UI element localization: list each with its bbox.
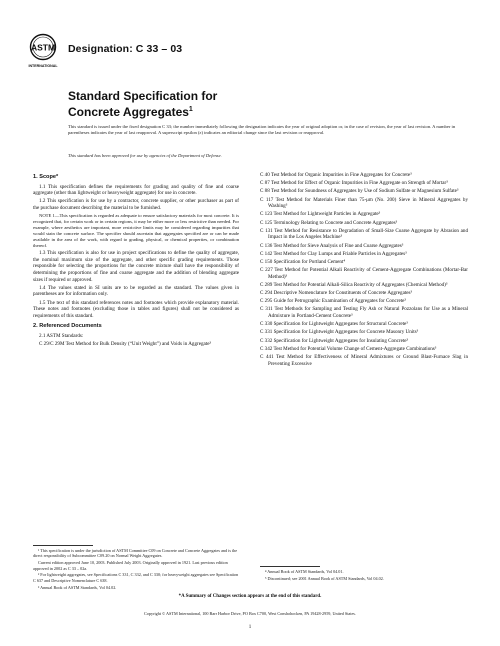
copyright-line: Copyright © ASTM International, 100 Barr Harbor Drive, PO Box C700, West Conshohocken, PA 19428-2959, United States.: [144, 611, 356, 616]
reference-item: C 342 Test Method for Potential Volume Change of Cement-Aggregate Combinations³: [260, 345, 437, 352]
footnote: ⁴ Annual Book of ASTM Standards, Vol 04.01.: [265, 569, 344, 574]
footnote-divider-left: [33, 545, 93, 546]
reference-item: C 136 Test Method for Sieve Analysis of Fine and Coarse Aggregates³: [260, 242, 404, 249]
reference-item: C 311 Test Methods for Sampling and Testing Fly Ash or Natural Pozzolans for Use as a Mineral Admixture in Portland-Cement Concrete³: [260, 306, 468, 319]
reference-item: C 88 Test Method for Soundness of Aggregates by Use of Sodium Sulfate or Magnesium Sulfate³: [260, 188, 459, 195]
svg-text:INTERNATIONAL: INTERNATIONAL: [28, 64, 58, 68]
reference-item: C 227 Test Method for Potential Alkali Reactivity of Cement-Aggregate Combinations (Mortar-Bar Method)³: [260, 267, 468, 280]
footnotes-right: [260, 569, 468, 583]
left-column: [33, 172, 239, 349]
reference-item: C 131 Test Method for Resistance to Degradation of Small-Size Coarse Aggregate by Abrasion and Impact in the Los Angeles Machine³: [260, 227, 468, 241]
reference-item: C 87 Test Method for Effect of Organic Impurities in Fine Aggregate on Strength of Mortar³: [260, 180, 448, 187]
note-1: NOTE 1—This specification is regarded as adequate to ensure satisfactory materials for most concrete. It is recognized that, for certain work or in certain regions, it may be either more or less restrictive than needed. For example, where aesthetics are important, more restrictive limits may be considered regarding impurities that would stain the concrete surface. The specifier should ascertain that aggregates specified are or can be made available in the area of the work, with regard to grading, physical, or chemical properties, or combination thereof.: [33, 213, 239, 248]
footnotes-left: [33, 548, 239, 591]
paragraph-1-1: 1.1 This specification defines the requirements for grading and quality of fine and coarse aggregate (other than lightweight or heavyweight aggregate) for use in concrete.: [33, 183, 239, 197]
title-footnote-mark: 1: [188, 106, 193, 113]
paragraph-1-4: 1.4 The values stated in SI units are to be regarded as the standard. The values given in parentheses are for information only.: [33, 284, 239, 298]
reference-item: C 150 Specification for Portland Cement⁴: [260, 258, 346, 265]
reference-item: C 117 Test Method for Materials Finer than 75-μm (No. 200) Sieve in Mineral Aggregates by Washing³: [260, 196, 468, 210]
reference-item: C 289 Test Method for Potential Alkali-Silica Reactivity of Aggregates (Chemical Method)³: [260, 281, 448, 288]
designation: Designation: C 33 – 03: [68, 43, 183, 55]
reference-item: C 295 Guide for Petrographic Examination of Aggregates for Concrete³: [260, 298, 406, 305]
reference-item: C 441 Test Method for Effectiveness of Mineral Admixtures or Ground Blast-Furnace Slag in Preventing Excessive: [260, 353, 468, 367]
footnote-divider-right: [260, 566, 320, 567]
right-column: [260, 172, 468, 369]
reference-item: C 332 Specification for Lightweight Aggregates for Insulating Concrete³: [260, 337, 409, 344]
page-number: 1: [248, 625, 252, 630]
scope-heading: 1. Scope*: [33, 174, 59, 180]
paragraph-1-3: 1.3 This specification is also for use in project specifications to define the quality of aggregate, the nominal maximum size of the aggregate, and other specific grading requirements. Those responsible for selecting the proportions for the concrete mixture shall have the responsibility of determining the proportions of fine and coarse aggregate and the addition of blending aggregate sizes if required or approved.: [33, 250, 239, 283]
reference-c29: C 29/C 29M Test Method for Bulk Density (“Unit Weight”) and Voids in Aggregate³: [39, 341, 211, 348]
svg-text:ASTM: ASTM: [30, 42, 56, 53]
page-title: [68, 90, 217, 119]
reference-item: C 125 Terminology Relating to Concrete and Concrete Aggregates³: [260, 219, 398, 226]
paragraph-1-5: 1.5 The text of this standard references notes and footnotes which provide explanatory material. These notes and footnotes (excluding those in tables and figures) shall not be considered as requirements of this standard.: [33, 299, 239, 319]
reference-item: C 40 Test Method for Organic Impurities in Fine Aggregates for Concrete³: [260, 172, 412, 178]
astm-standards-subheading: 2.1 ASTM Standards:: [39, 332, 84, 339]
reference-item: C 294 Descriptive Nomenclature for Constituents of Concrete Aggregates³: [260, 290, 413, 297]
reference-item: C 330 Specification for Lightweight Aggregates for Structural Concrete³: [260, 321, 408, 328]
reference-item: C 123 Test Method for Lightweight Particles in Aggregate³: [260, 211, 381, 218]
paragraph-1-2: 1.2 This specification is for use by a contractor, concrete supplier, or other purchaser as part of the purchase document describing the material to be furnished.: [33, 198, 239, 211]
reference-item: C 142 Test Method for Clay Lumps and Friable Particles in Aggregates³: [260, 250, 407, 257]
astm-logo-icon: [28, 33, 58, 71]
reference-item: C 331 Specification for Lightweight Aggregates for Concrete Masonry Units³: [260, 329, 419, 336]
title-line-2: Concrete Aggregates: [68, 105, 189, 119]
footnote: ⁵ Discontinued; see 2001 Annual Book of ASTM Standards, Vol 04.02.: [265, 575, 384, 581]
approval-statement: This standard has been approved for use by agencies of the Department of Defense.: [68, 153, 222, 158]
footnote: ¹ This specification is under the jurisdiction of ASTM Committee C09 on Concrete and Concrete Aggregates and is the direct responsibility of Subcommittee C09.20 on Normal Weight Aggregates.: [33, 548, 238, 559]
footnote: Current edition approved June 10, 2003. Published July 2003. Originally approved in 1921. Last previous edition approved in 2002 as C 33 – 02a.: [33, 560, 228, 571]
summary-of-changes-note: *A Summary of Changes section appears at the end of this standard.: [178, 594, 322, 599]
referenced-documents-heading: 2. Referenced Documents: [33, 323, 102, 330]
title-line-1: Standard Specification for: [68, 89, 218, 103]
footnote: ³ Annual Book of ASTM Standards, Vol 04.02.: [38, 584, 117, 590]
footnote: ² For lightweight aggregates, see Specifications C 331, C 332, and C 330; for heavyweight aggregates see Specification C 637 and Descriptive Nomenclature C 638.: [33, 572, 239, 583]
issuance-notice: This standard is issued under the fixed designation C 33; the number immediately following the designation indicates the year of original adoption or, in the case of revision, the year of last revision. A number in parentheses indicates the year of last reapproval. A superscript epsilon (ε) indicates an editorial change since the last revision or reapproval.: [68, 124, 456, 136]
